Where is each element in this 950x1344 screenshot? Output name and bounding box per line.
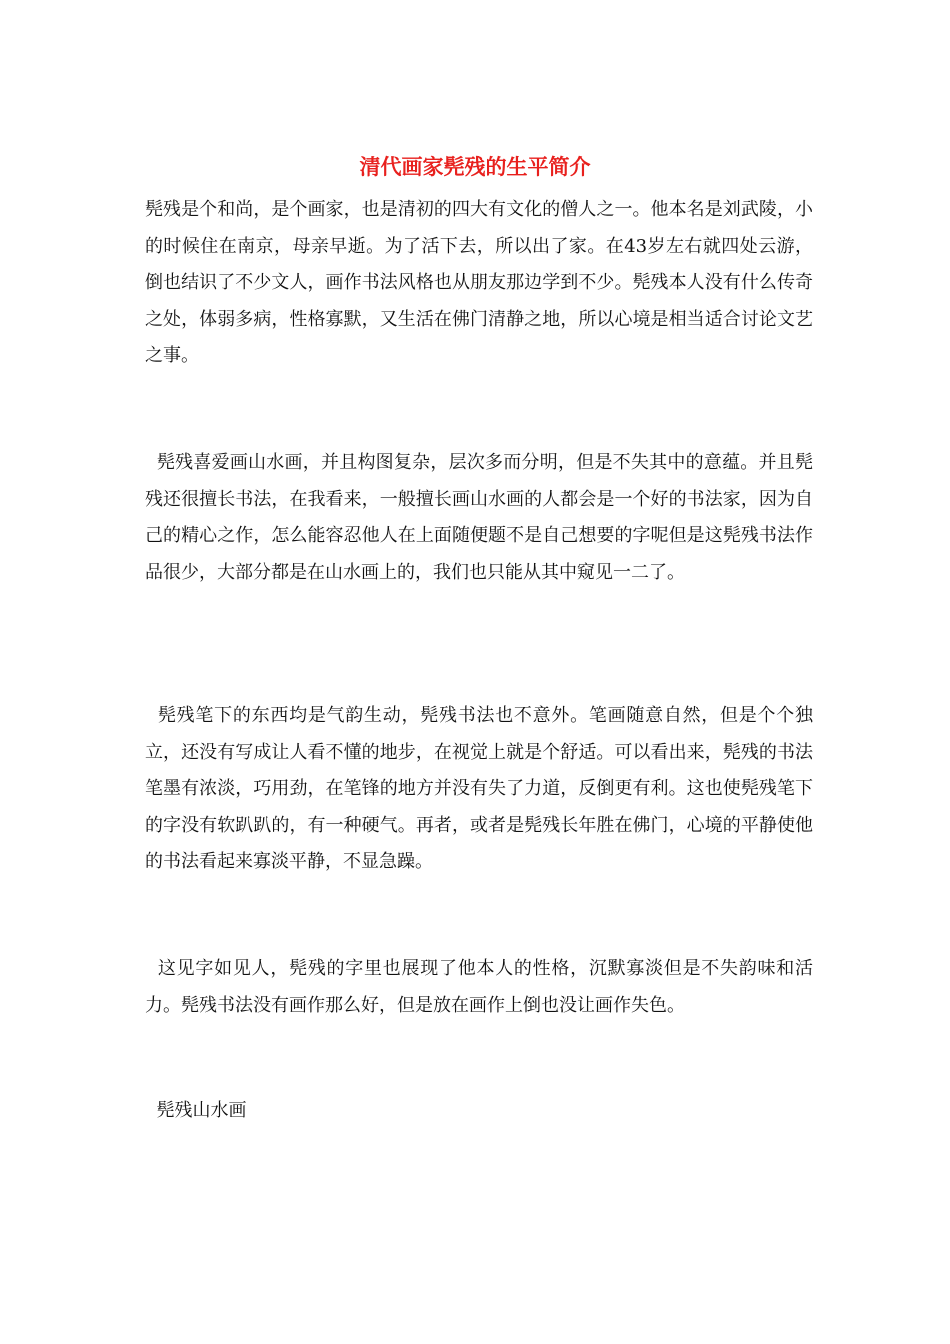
paragraph-character: 这见字如见人，髡残的字里也展现了他本人的性格，沉默寡淡但是不失韵味和活力。髡残书法没有画作那么好，但是放在画作上倒也没让画作失色。 (145, 958, 813, 1016)
paragraph-intro: 髡残是个和尚，是个画家，也是清初的四大有文化的僧人之一。他本名是刘武陵，小的时候住在南京，母亲早逝。为了活下去，所以出了家。在43岁左右就四处云游，倒也结识了不少文人，画作书法风格也从朋友那边学到不少。髡残本人没有什么传奇之处，体弱多病，性格寡默，又生活在佛门清静之地，所以心境是相当适合讨论文艺之事。 (145, 199, 813, 366)
paragraph-calligraphy: 髡残笔下的东西均是气韵生动，髡残书法也不意外。笔画随意自然，但是个个独立，还没有写成让人看不懂的地步，在视觉上就是个舒适。可以看出来，髡残的书法笔墨有浓淡，巧用劲，在笔锋的地方并没有失了力道，反倒更有利。这也使髡残笔下的字没有软趴趴的，有一种硬气。再者，或者是髡残长年胜在佛门，心境的平静使他的书法看起来寡淡平静，不显急躁。 (145, 705, 813, 872)
paragraph-caption: 髡残山水画 (145, 1100, 247, 1121)
document-title: 清代画家髡残的生平简介 (359, 154, 591, 179)
paragraph-landscape: 髡残喜爱画山水画，并且构图复杂，层次多而分明，但是不失其中的意蕴。并且髡残还很擅长书法，在我看来，一般擅长画山水画的人都会是一个好的书法家，因为自己的精心之作，怎么能容忍他人在上面随便题不是自己想要的字呢但是这髡残书法作品很少，大部分都是在山水画上的，我们也只能从其中窥见一二了。 (145, 452, 813, 583)
